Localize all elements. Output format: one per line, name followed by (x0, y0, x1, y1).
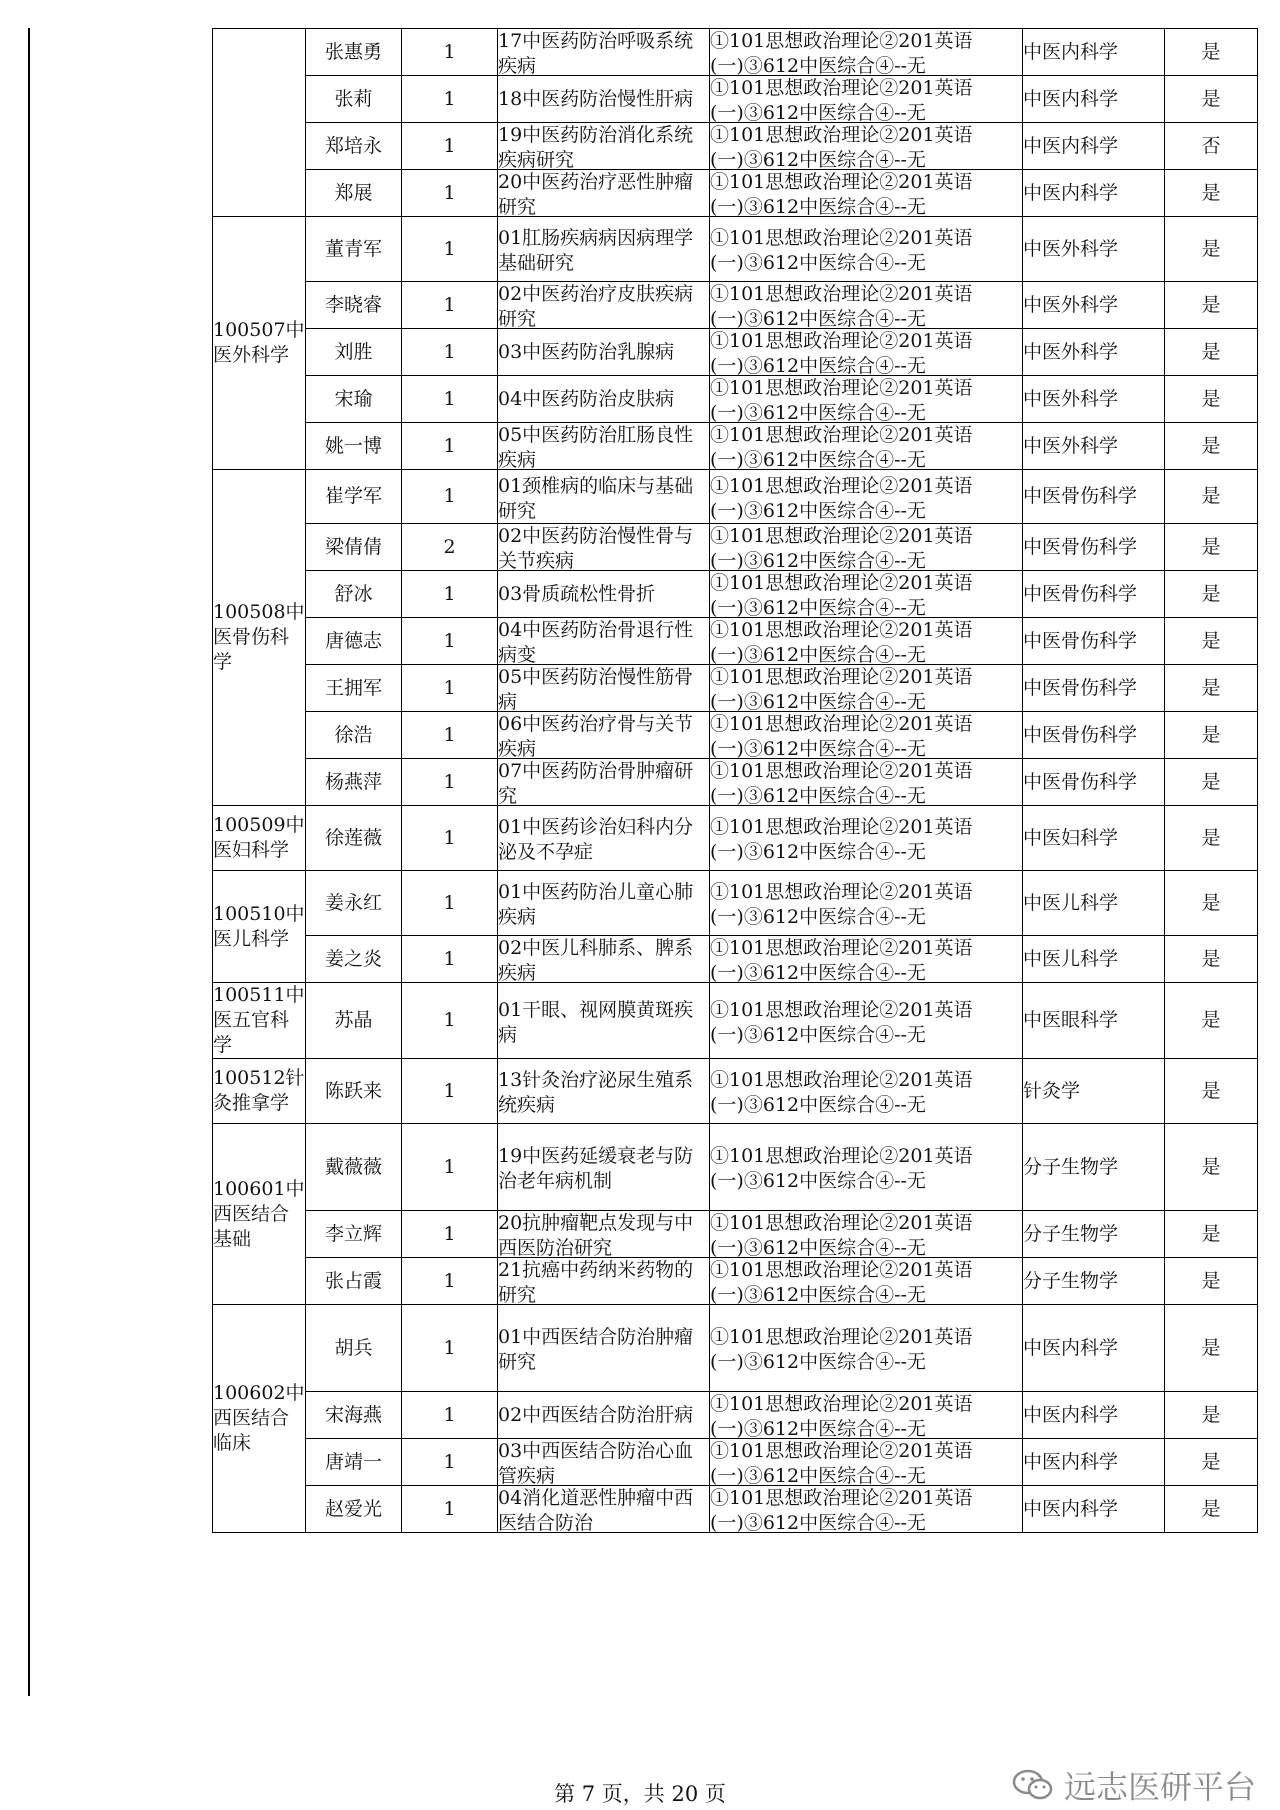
mentor-cell: 赵爱光 (306, 1486, 402, 1533)
exam-subjects-cell-text: ①101思想政治理论②201英语(一)③612中医综合④--无 (710, 124, 973, 169)
exam-subjects-cell (710, 806, 1023, 871)
department-cell: 中医骨伤科学 (1023, 470, 1165, 524)
department-cell: 中医骨伤科学 (1023, 571, 1165, 618)
direction-cell-text: 01中医药诊治妇科内分泌及不孕症 (498, 816, 694, 861)
exam-subjects-cell (710, 571, 1023, 618)
exam-subjects-cell (710, 170, 1023, 217)
exam-subjects-cell-text: ①101思想政治理论②201英语(一)③612中医综合④--无 (710, 1487, 973, 1532)
mentor-cell: 郑展 (306, 170, 402, 217)
exam-subjects-cell-text: ①101思想政治理论②201英语(一)③612中医综合④--无 (710, 816, 973, 861)
exam-subjects-cell-text: ①101思想政治理论②201英语(一)③612中医综合④--无 (710, 171, 973, 216)
direction-cell-text: 01肛肠疾病病因病理学基础研究 (498, 227, 694, 272)
direction-cell-text: 19中医药防治消化系统疾病研究 (498, 124, 694, 169)
wechat-icon (1012, 1768, 1054, 1802)
table-row (213, 470, 1258, 524)
major-cell (213, 29, 306, 217)
direction-cell-text: 19中医药延缓衰老与防治老年病机制 (498, 1145, 694, 1190)
flag-cell: 是 (1165, 376, 1258, 423)
department-cell: 中医骨伤科学 (1023, 524, 1165, 571)
direction-cell (498, 1211, 710, 1258)
mentor-cell: 梁倩倩 (306, 524, 402, 571)
exam-subjects-cell-text: ①101思想政治理论②201英语(一)③612中医综合④--无 (710, 424, 973, 469)
exam-subjects-cell-text: ①101思想政治理论②201英语(一)③612中医综合④--无 (710, 1393, 973, 1438)
flag-cell: 是 (1165, 170, 1258, 217)
direction-cell (498, 871, 710, 936)
direction-cell-text: 01中西医结合防治肿瘤研究 (498, 1326, 694, 1371)
flag-cell: 是 (1165, 524, 1258, 571)
direction-cell (498, 1059, 710, 1124)
table-row (213, 1124, 1258, 1211)
department-cell: 分子生物学 (1023, 1258, 1165, 1305)
exam-subjects-cell-text: ①101思想政治理论②201英语(一)③612中医综合④--无 (710, 283, 973, 328)
direction-cell-text: 03骨质疏松性骨折 (498, 582, 656, 605)
department-cell: 分子生物学 (1023, 1124, 1165, 1211)
direction-cell-text: 01中医药防治儿童心肺疾病 (498, 881, 694, 926)
table-row (213, 376, 1258, 423)
major-cell: 100510中医儿科学 (213, 871, 306, 983)
direction-cell (498, 1258, 710, 1305)
direction-cell (498, 524, 710, 571)
department-cell: 中医骨伤科学 (1023, 618, 1165, 665)
page-footer: 第 7 页，共 20 页 (554, 1782, 726, 1806)
table-row (213, 282, 1258, 329)
direction-cell-text: 02中医儿科肺系、脾系疾病 (498, 937, 694, 982)
mentor-cell: 张占霞 (306, 1258, 402, 1305)
mentor-cell: 唐靖一 (306, 1439, 402, 1486)
exam-subjects-cell (710, 217, 1023, 282)
exam-subjects-cell-text: ①101思想政治理论②201英语(一)③612中医综合④--无 (710, 619, 973, 664)
exam-subjects-cell-text: ①101思想政治理论②201英语(一)③612中医综合④--无 (710, 666, 973, 711)
exam-subjects-cell-text: ①101思想政治理论②201英语(一)③612中医综合④--无 (710, 1259, 973, 1304)
direction-cell-text: 04中医药防治皮肤病 (498, 387, 675, 410)
table-row (213, 76, 1258, 123)
flag-cell: 是 (1165, 571, 1258, 618)
count-cell: 1 (402, 1124, 498, 1211)
table-row (213, 1439, 1258, 1486)
flag-cell: 是 (1165, 618, 1258, 665)
count-cell: 1 (402, 1486, 498, 1533)
mentor-cell: 唐德志 (306, 618, 402, 665)
direction-cell-text: 04消化道恶性肿瘤中西医结合防治 (498, 1487, 694, 1532)
table-row (213, 1211, 1258, 1258)
exam-subjects-cell (710, 1258, 1023, 1305)
major-cell: 100601中西医结合基础 (213, 1124, 306, 1305)
department-cell: 中医内科学 (1023, 76, 1165, 123)
department-cell: 中医外科学 (1023, 217, 1165, 282)
department-cell: 中医内科学 (1023, 1305, 1165, 1392)
mentor-cell: 李立辉 (306, 1211, 402, 1258)
flag-cell: 是 (1165, 217, 1258, 282)
flag-cell: 是 (1165, 1059, 1258, 1124)
mentor-cell: 舒冰 (306, 571, 402, 618)
exam-subjects-cell (710, 936, 1023, 983)
table-row (213, 329, 1258, 376)
flag-cell: 否 (1165, 123, 1258, 170)
direction-cell-text: 05中医药防治肛肠良性疾病 (498, 424, 694, 469)
department-cell: 中医妇科学 (1023, 806, 1165, 871)
mentor-cell: 徐莲薇 (306, 806, 402, 871)
count-cell: 1 (402, 665, 498, 712)
direction-cell (498, 29, 710, 76)
exam-subjects-cell-text: ①101思想政治理论②201英语(一)③612中医综合④--无 (710, 998, 973, 1044)
flag-cell: 是 (1165, 712, 1258, 759)
direction-cell (498, 1124, 710, 1211)
flag-cell: 是 (1165, 1211, 1258, 1258)
direction-cell (498, 1486, 710, 1533)
major-cell: 100511中医五官科学 (213, 983, 306, 1059)
department-cell: 中医儿科学 (1023, 871, 1165, 936)
exam-subjects-cell (710, 1305, 1023, 1392)
table-row (213, 983, 1258, 1059)
flag-cell: 是 (1165, 1124, 1258, 1211)
count-cell: 1 (402, 871, 498, 936)
exam-subjects-cell-text: ①101思想政治理论②201英语(一)③612中医综合④--无 (710, 30, 973, 75)
department-cell: 中医内科学 (1023, 1486, 1165, 1533)
major-cell: 100602中西医结合临床 (213, 1305, 306, 1533)
mentor-cell: 宋海燕 (306, 1392, 402, 1439)
direction-cell (498, 571, 710, 618)
mentor-cell: 李晓睿 (306, 282, 402, 329)
direction-cell (498, 282, 710, 329)
exam-subjects-cell (710, 29, 1023, 76)
direction-cell (498, 76, 710, 123)
flag-cell: 是 (1165, 329, 1258, 376)
direction-cell-text: 04中医药防治骨退行性病变 (498, 619, 694, 664)
direction-cell-text: 13针灸治疗泌尿生殖系统疾病 (498, 1069, 694, 1114)
flag-cell: 是 (1165, 423, 1258, 470)
exam-subjects-cell-text: ①101思想政治理论②201英语(一)③612中医综合④--无 (710, 713, 973, 758)
direction-cell-text: 20中医药治疗恶性肿瘤研究 (498, 171, 694, 216)
direction-cell-text: 21抗癌中药纳米药物的研究 (498, 1259, 694, 1304)
count-cell: 1 (402, 376, 498, 423)
count-cell: 1 (402, 123, 498, 170)
count-cell: 1 (402, 29, 498, 76)
count-cell: 1 (402, 936, 498, 983)
mentor-cell: 胡兵 (306, 1305, 402, 1392)
watermark-text: 远志医研平台 (1064, 1768, 1257, 1806)
department-cell: 中医外科学 (1023, 376, 1165, 423)
flag-cell: 是 (1165, 1439, 1258, 1486)
table-row (213, 423, 1258, 470)
direction-cell (498, 470, 710, 524)
flag-cell: 是 (1165, 983, 1258, 1059)
department-cell: 分子生物学 (1023, 1211, 1165, 1258)
direction-cell (498, 170, 710, 217)
direction-cell (498, 329, 710, 376)
exam-subjects-cell (710, 665, 1023, 712)
table-row (213, 665, 1258, 712)
flag-cell: 是 (1165, 665, 1258, 712)
department-cell: 中医眼科学 (1023, 983, 1165, 1059)
mentor-cell: 姜之炎 (306, 936, 402, 983)
table-row (213, 1392, 1258, 1439)
count-cell: 1 (402, 1305, 498, 1392)
direction-cell (498, 123, 710, 170)
exam-subjects-cell-text: ①101思想政治理论②201英语(一)③612中医综合④--无 (710, 1145, 973, 1190)
direction-cell (498, 759, 710, 806)
direction-cell-text: 03中西医结合防治心血管疾病 (498, 1440, 694, 1485)
mentor-cell: 徐浩 (306, 712, 402, 759)
exam-subjects-cell (710, 524, 1023, 571)
table-row (213, 1486, 1258, 1533)
table-row (213, 123, 1258, 170)
flag-cell: 是 (1165, 1258, 1258, 1305)
table-row (213, 759, 1258, 806)
direction-cell (498, 712, 710, 759)
mentor-cell: 董青军 (306, 217, 402, 282)
count-cell: 1 (402, 170, 498, 217)
exam-subjects-cell (710, 618, 1023, 665)
exam-subjects-cell-text: ①101思想政治理论②201英语(一)③612中医综合④--无 (710, 474, 973, 520)
direction-cell (498, 376, 710, 423)
direction-cell (498, 936, 710, 983)
exam-subjects-cell-text: ①101思想政治理论②201英语(一)③612中医综合④--无 (710, 881, 973, 926)
mentor-cell: 苏晶 (306, 983, 402, 1059)
direction-cell-text: 17中医药防治呼吸系统疾病 (498, 30, 694, 75)
mentor-cell: 陈跃来 (306, 1059, 402, 1124)
flag-cell: 是 (1165, 470, 1258, 524)
flag-cell: 是 (1165, 936, 1258, 983)
mentor-cell: 张莉 (306, 76, 402, 123)
flag-cell: 是 (1165, 29, 1258, 76)
table-row (213, 1059, 1258, 1124)
count-cell: 1 (402, 76, 498, 123)
watermark (1012, 1762, 1256, 1808)
department-cell: 中医外科学 (1023, 329, 1165, 376)
table-row (213, 936, 1258, 983)
direction-cell (498, 1305, 710, 1392)
exam-subjects-cell (710, 1124, 1023, 1211)
exam-subjects-cell (710, 423, 1023, 470)
count-cell: 1 (402, 423, 498, 470)
count-cell: 1 (402, 806, 498, 871)
exam-subjects-cell (710, 329, 1023, 376)
exam-subjects-cell (710, 1211, 1023, 1258)
direction-cell (498, 217, 710, 282)
direction-cell (498, 1392, 710, 1439)
exam-subjects-cell (710, 282, 1023, 329)
direction-cell (498, 1439, 710, 1486)
mentor-cell: 戴薇薇 (306, 1124, 402, 1211)
exam-subjects-cell-text: ①101思想政治理论②201英语(一)③612中医综合④--无 (710, 77, 973, 122)
direction-cell (498, 618, 710, 665)
exam-subjects-cell (710, 376, 1023, 423)
mentor-cell: 郑培永 (306, 123, 402, 170)
department-cell: 中医儿科学 (1023, 936, 1165, 983)
table-row (213, 1258, 1258, 1305)
department-cell: 中医内科学 (1023, 123, 1165, 170)
flag-cell: 是 (1165, 1486, 1258, 1533)
flag-cell: 是 (1165, 282, 1258, 329)
mentor-cell: 王拥军 (306, 665, 402, 712)
mentor-cell: 姚一博 (306, 423, 402, 470)
count-cell: 1 (402, 983, 498, 1059)
exam-subjects-cell-text: ①101思想政治理论②201英语(一)③612中医综合④--无 (710, 937, 973, 982)
exam-subjects-cell (710, 76, 1023, 123)
direction-cell-text: 18中医药防治慢性肝病 (498, 87, 694, 110)
direction-cell (498, 983, 710, 1059)
table-row (213, 29, 1258, 76)
flag-cell: 是 (1165, 759, 1258, 806)
direction-cell (498, 806, 710, 871)
flag-cell: 是 (1165, 806, 1258, 871)
left-margin-line (28, 28, 30, 1696)
table-row (213, 217, 1258, 282)
department-cell: 中医外科学 (1023, 423, 1165, 470)
table-row (213, 1305, 1258, 1392)
major-cell: 100509中医妇科学 (213, 806, 306, 871)
count-cell: 1 (402, 1439, 498, 1486)
direction-cell (498, 423, 710, 470)
mentor-cell: 姜永红 (306, 871, 402, 936)
direction-cell-text: 03中医药防治乳腺病 (498, 340, 675, 363)
table-row (213, 170, 1258, 217)
direction-cell-text: 06中医药治疗骨与关节疾病 (498, 713, 694, 758)
exam-subjects-cell (710, 123, 1023, 170)
exam-subjects-cell (710, 1439, 1023, 1486)
count-cell: 1 (402, 618, 498, 665)
exam-subjects-cell-text: ①101思想政治理论②201英语(一)③612中医综合④--无 (710, 525, 973, 570)
count-cell: 2 (402, 524, 498, 571)
count-cell: 1 (402, 1258, 498, 1305)
count-cell: 1 (402, 571, 498, 618)
flag-cell: 是 (1165, 871, 1258, 936)
flag-cell: 是 (1165, 1392, 1258, 1439)
table-row (213, 524, 1258, 571)
table-row (213, 806, 1258, 871)
count-cell: 1 (402, 1211, 498, 1258)
exam-subjects-cell-text: ①101思想政治理论②201英语(一)③612中医综合④--无 (710, 1440, 973, 1485)
exam-subjects-cell-text: ①101思想政治理论②201英语(一)③612中医综合④--无 (710, 1069, 973, 1114)
count-cell: 1 (402, 329, 498, 376)
department-cell: 针灸学 (1023, 1059, 1165, 1124)
direction-cell-text: 01干眼、视网膜黄斑疾病 (498, 998, 694, 1044)
exam-subjects-cell-text: ①101思想政治理论②201英语(一)③612中医综合④--无 (710, 1212, 973, 1257)
exam-subjects-cell (710, 1486, 1023, 1533)
admissions-table (212, 28, 1258, 1533)
count-cell: 1 (402, 1392, 498, 1439)
direction-cell-text: 07中医药防治骨肿瘤研究 (498, 760, 694, 805)
department-cell: 中医内科学 (1023, 1392, 1165, 1439)
flag-cell: 是 (1165, 1305, 1258, 1392)
exam-subjects-cell (710, 1392, 1023, 1439)
table-row (213, 871, 1258, 936)
department-cell: 中医内科学 (1023, 29, 1165, 76)
major-cell: 100507中医外科学 (213, 217, 306, 470)
count-cell: 1 (402, 759, 498, 806)
table-row (213, 618, 1258, 665)
exam-subjects-cell (710, 1059, 1023, 1124)
count-cell: 1 (402, 217, 498, 282)
count-cell: 1 (402, 712, 498, 759)
direction-cell-text: 02中医药治疗皮肤疾病研究 (498, 283, 694, 328)
department-cell: 中医内科学 (1023, 1439, 1165, 1486)
count-cell: 1 (402, 470, 498, 524)
direction-cell-text: 05中医药防治慢性筋骨病 (498, 666, 694, 711)
exam-subjects-cell-text: ①101思想政治理论②201英语(一)③612中医综合④--无 (710, 227, 973, 272)
department-cell: 中医外科学 (1023, 282, 1165, 329)
exam-subjects-cell (710, 712, 1023, 759)
mentor-cell: 张惠勇 (306, 29, 402, 76)
department-cell: 中医骨伤科学 (1023, 759, 1165, 806)
mentor-cell: 刘胜 (306, 329, 402, 376)
major-cell: 100508中医骨伤科学 (213, 470, 306, 806)
exam-subjects-cell (710, 759, 1023, 806)
direction-cell-text: 02中医药防治慢性骨与关节疾病 (498, 525, 694, 570)
exam-subjects-cell (710, 871, 1023, 936)
table-row (213, 712, 1258, 759)
direction-cell-text: 01颈椎病的临床与基础研究 (498, 474, 694, 520)
exam-subjects-cell-text: ①101思想政治理论②201英语(一)③612中医综合④--无 (710, 572, 973, 617)
department-cell: 中医内科学 (1023, 170, 1165, 217)
direction-cell (498, 665, 710, 712)
department-cell: 中医骨伤科学 (1023, 665, 1165, 712)
exam-subjects-cell (710, 470, 1023, 524)
exam-subjects-cell-text: ①101思想政治理论②201英语(一)③612中医综合④--无 (710, 1326, 973, 1371)
direction-cell-text: 02中西医结合防治肝病 (498, 1403, 694, 1426)
mentor-cell: 崔学军 (306, 470, 402, 524)
table-row (213, 571, 1258, 618)
mentor-cell: 杨燕萍 (306, 759, 402, 806)
flag-cell: 是 (1165, 76, 1258, 123)
mentor-cell: 宋瑜 (306, 376, 402, 423)
exam-subjects-cell-text: ①101思想政治理论②201英语(一)③612中医综合④--无 (710, 330, 973, 375)
count-cell: 1 (402, 282, 498, 329)
major-cell: 100512针灸推拿学 (213, 1059, 306, 1124)
exam-subjects-cell-text: ①101思想政治理论②201英语(一)③612中医综合④--无 (710, 377, 973, 422)
exam-subjects-cell-text: ①101思想政治理论②201英语(一)③612中医综合④--无 (710, 760, 973, 805)
exam-subjects-cell (710, 983, 1023, 1059)
department-cell: 中医骨伤科学 (1023, 712, 1165, 759)
count-cell: 1 (402, 1059, 498, 1124)
direction-cell-text: 20抗肿瘤靶点发现与中西医防治研究 (498, 1212, 694, 1257)
